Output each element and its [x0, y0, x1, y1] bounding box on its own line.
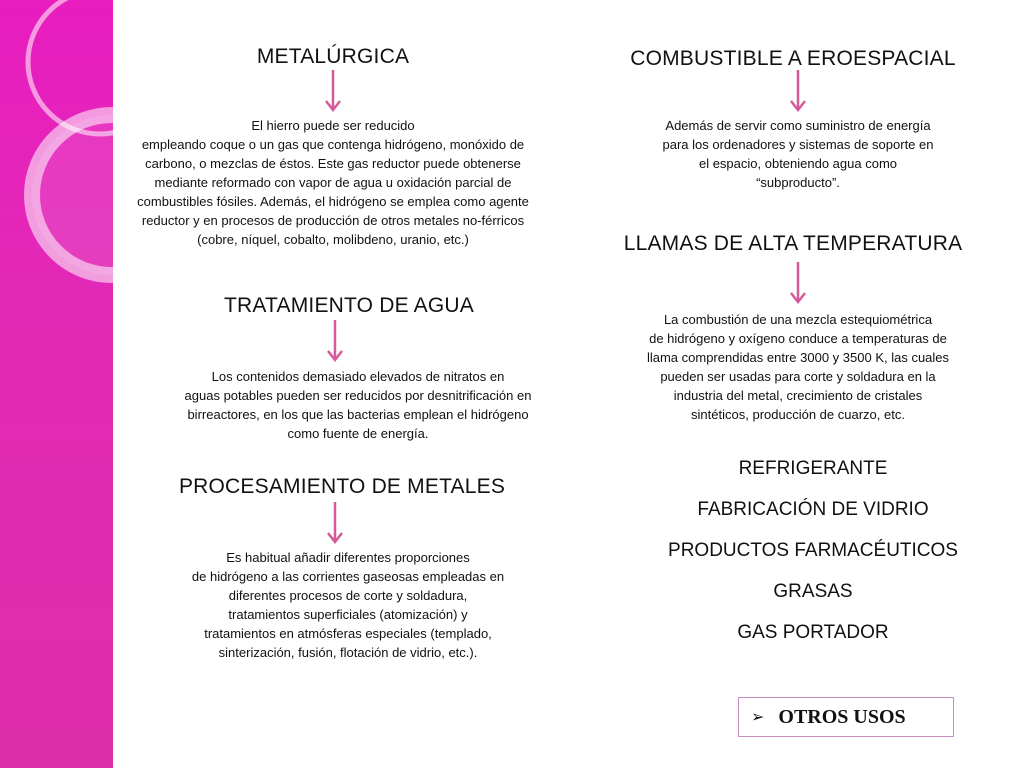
text-metalurgica: El hierro puede ser reducido empleando coque o un gas que contenga hidrógeno, monóxido de carbono, o mezclas de éstos. Este gas reductor puede obtenerse mediante reformado con vapor de agua u oxidación parcial de combustibles fósiles. Además, el hidrógeno se emplea como agente reductor y en procesos de producción de otros metales no-férricos (cobre, níquel, cobalto, molibdeno, uranio, etc.)	[137, 118, 529, 247]
use-refrigerante: REFRIGERANTE	[738, 458, 888, 479]
use-productos-farmaceuticos: PRODUCTOS FARMACÉUTICOS	[668, 540, 958, 561]
use-gas-portador: GAS PORTADOR	[737, 622, 889, 643]
text-llamas-alta-temperatura: La combustión de una mezcla estequiométrica de hidrógeno y oxígeno conduce a temperaturas de llama comprendidas entre 3000 y 3500 K, las cuales pueden ser usadas para corte y soldadura en la industria del metal, crecimiento de cristales sintéticos, producción de cuarzo, etc.	[646, 312, 950, 422]
title-procesamiento-metales: PROCESAMIENTO DE METALES	[178, 475, 506, 498]
decorative-sidebar	[0, 0, 113, 768]
arrow-down-icon	[326, 502, 344, 546]
arrow-down-icon	[789, 70, 807, 114]
arrow-down-icon	[326, 320, 344, 364]
title-metalurgica: METALÚRGICA	[256, 45, 410, 68]
otros-usos-label: OTROS USOS	[778, 705, 906, 728]
use-grasas: GRASAS	[773, 581, 853, 602]
text-tratamiento-agua: Los contenidos demasiado elevados de nitratos en aguas potables pueden ser reducidos por desnitrificación en birreactores, en los que las bacterias emplean el hidrógeno como fuente de energía.	[184, 369, 532, 441]
otros-usos-box	[738, 697, 954, 737]
title-llamas-alta-temperatura: LLAMAS DE ALTA TEMPERATURA	[623, 232, 963, 255]
title-combustible-aeroespacial: COMBUSTIBLE A EROESPACIAL	[630, 47, 956, 70]
text-procesamiento-metales: Es habitual añadir diferentes proporciones de hidrógeno a las corrientes gaseosas empleadas en diferentes procesos de corte y soldadura, tratamientos superficiales (atomización) y tratamientos en atmósferas especiales (templado, sinterización, fusión, flotación de vidrio, etc.).	[191, 550, 505, 660]
text-combustible-aeroespacial: Además de servir como suministro de energía para los ordenadores y sistemas de soporte en el espacio, obteniendo agua como “subproducto”.	[662, 118, 934, 190]
arrow-down-icon	[324, 70, 342, 114]
arrow-bullet-icon: ➢	[751, 709, 765, 726]
arrow-down-icon	[789, 262, 807, 306]
title-tratamiento-agua: TRATAMIENTO DE AGUA	[224, 294, 474, 317]
decorative-circles	[0, 0, 113, 768]
use-fabricacion-vidrio: FABRICACIÓN DE VIDRIO	[697, 499, 929, 520]
